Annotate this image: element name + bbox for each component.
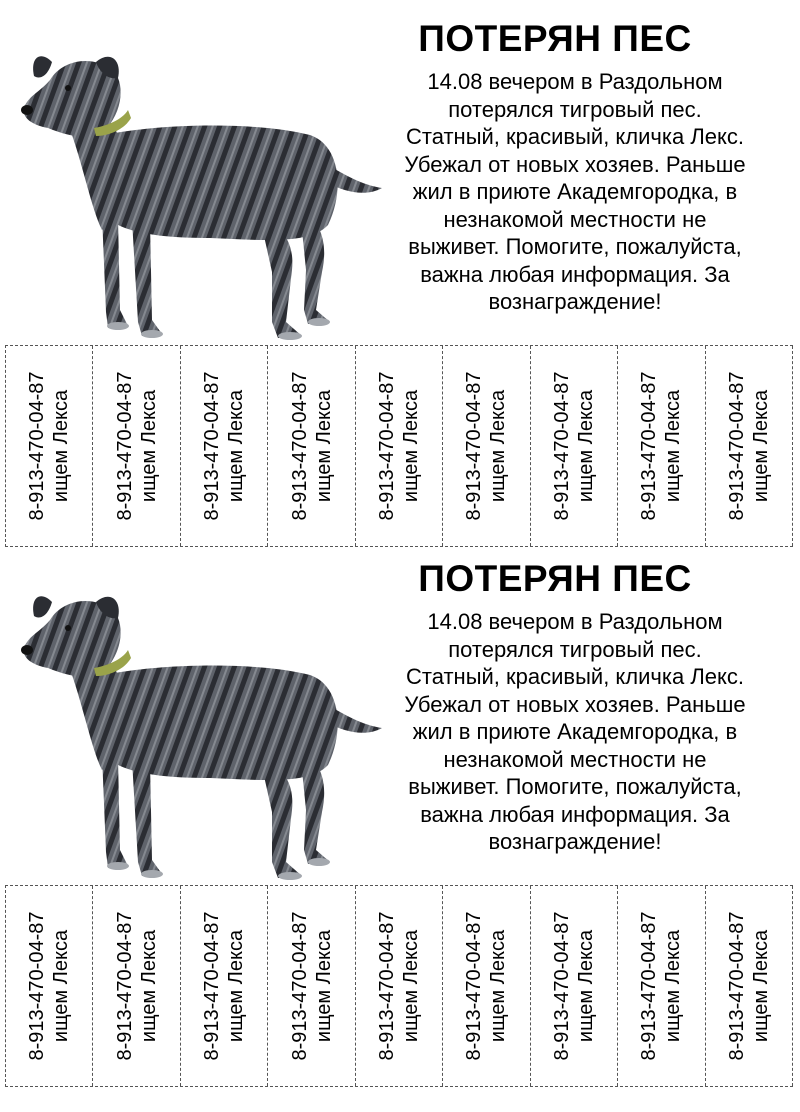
tear-off-strip[interactable] — [356, 886, 443, 1086]
strip-note: ищем Лекса — [662, 389, 685, 503]
description-line: 14.08 вечером в Раздольном — [427, 69, 723, 94]
strip-note: ищем Лекса — [399, 929, 422, 1043]
strip-phone: 8-913-470-04-87 — [463, 911, 486, 1061]
flyer-description — [390, 68, 760, 316]
strip-text — [462, 372, 510, 521]
tear-off-strips — [5, 345, 793, 547]
strip-phone: 8-913-470-04-87 — [375, 911, 398, 1061]
description-line: Убежал от новых хозяев. Раньше — [404, 151, 746, 177]
strip-phone: 8-913-470-04-87 — [288, 371, 311, 521]
strip-text — [375, 372, 423, 521]
strip-note: ищем Лекса — [50, 389, 73, 503]
strip-text — [25, 912, 73, 1061]
strip-note: ищем Лекса — [312, 389, 335, 503]
description-line: Статный, красивый, кличка Лекс. — [406, 664, 744, 689]
flyer — [0, 0, 800, 548]
description-line: важна любая информация. За — [420, 801, 730, 827]
strip-text — [375, 912, 423, 1061]
description-line: важна любая информация. За — [420, 261, 730, 287]
strip-text — [288, 912, 336, 1061]
tear-off-strip[interactable] — [356, 346, 443, 546]
strip-text — [113, 912, 161, 1061]
strip-note: ищем Лекса — [749, 929, 772, 1043]
description-line: жил в приюте Академгородка, в — [412, 179, 738, 204]
flyer-title: ПОТЕРЯН ПЕС — [418, 558, 692, 599]
tear-off-strip[interactable] — [443, 886, 530, 1086]
strip-note: ищем Лекса — [662, 929, 685, 1043]
strip-phone: 8-913-470-04-87 — [201, 371, 224, 521]
tear-off-strip[interactable] — [706, 886, 793, 1086]
strip-note: ищем Лекса — [137, 929, 160, 1043]
tear-off-strips — [5, 885, 793, 1087]
strip-text — [637, 912, 685, 1061]
flyer-title: ПОТЕРЯН ПЕС — [418, 18, 692, 59]
tear-off-strip[interactable] — [443, 346, 530, 546]
strip-text — [725, 912, 773, 1061]
description-line: незнакомой местности не — [443, 746, 707, 772]
strip-note: ищем Лекса — [399, 389, 422, 503]
description-line: вознаграждение! — [488, 289, 662, 314]
strip-text — [113, 372, 161, 521]
strip-phone: 8-913-470-04-87 — [550, 911, 573, 1061]
description-line: 14.08 вечером в Раздольном — [427, 609, 723, 634]
dog-photo — [10, 580, 390, 885]
strip-phone: 8-913-470-04-87 — [463, 371, 486, 521]
strip-note: ищем Лекса — [312, 929, 335, 1043]
tear-off-strip[interactable] — [618, 346, 705, 546]
tear-off-strip[interactable] — [181, 886, 268, 1086]
strip-note: ищем Лекса — [225, 929, 248, 1043]
description-line: Убежал от новых хозяев. Раньше — [404, 691, 746, 717]
tear-off-strip[interactable] — [93, 886, 180, 1086]
strip-text — [550, 372, 598, 521]
strip-note: ищем Лекса — [487, 929, 510, 1043]
tear-off-strip[interactable] — [6, 346, 93, 546]
strip-text — [550, 912, 598, 1061]
description-line: потерялся тигровый пес. — [448, 636, 702, 662]
flyer — [0, 540, 800, 1088]
strip-phone: 8-913-470-04-87 — [26, 371, 49, 521]
strip-phone: 8-913-470-04-87 — [725, 371, 748, 521]
strip-phone: 8-913-470-04-87 — [113, 371, 136, 521]
strip-note: ищем Лекса — [749, 389, 772, 503]
dog-photo — [10, 40, 390, 345]
tear-off-strip[interactable] — [618, 886, 705, 1086]
tear-off-strip[interactable] — [531, 346, 618, 546]
strip-phone: 8-913-470-04-87 — [375, 371, 398, 521]
strip-phone: 8-913-470-04-87 — [638, 911, 661, 1061]
strip-text — [637, 372, 685, 521]
strip-note: ищем Лекса — [225, 389, 248, 503]
description-line: потерялся тигровый пес. — [448, 96, 702, 122]
flyer-description — [390, 608, 760, 856]
strip-text — [462, 912, 510, 1061]
description-line: вознаграждение! — [488, 829, 662, 854]
strip-text — [288, 372, 336, 521]
strip-note: ищем Лекса — [574, 929, 597, 1043]
strip-text — [725, 372, 773, 521]
strip-phone: 8-913-470-04-87 — [288, 911, 311, 1061]
strip-phone: 8-913-470-04-87 — [26, 911, 49, 1061]
strip-note: ищем Лекса — [574, 389, 597, 503]
tear-off-strip[interactable] — [268, 346, 355, 546]
strip-phone: 8-913-470-04-87 — [638, 371, 661, 521]
description-line: Статный, красивый, кличка Лекс. — [406, 124, 744, 149]
tear-off-strip[interactable] — [6, 886, 93, 1086]
tear-off-strip[interactable] — [531, 886, 618, 1086]
strip-text — [200, 912, 248, 1061]
description-line: жил в приюте Академгородка, в — [412, 719, 738, 744]
strip-text — [200, 372, 248, 521]
tear-off-strip[interactable] — [181, 346, 268, 546]
description-line: выживет. Помогите, пожалуйста, — [408, 234, 742, 259]
tear-off-strip[interactable] — [93, 346, 180, 546]
strip-note: ищем Лекса — [487, 389, 510, 503]
strip-phone: 8-913-470-04-87 — [550, 371, 573, 521]
strip-text — [25, 372, 73, 521]
tear-off-strip[interactable] — [268, 886, 355, 1086]
strip-phone: 8-913-470-04-87 — [201, 911, 224, 1061]
strip-phone: 8-913-470-04-87 — [725, 911, 748, 1061]
strip-phone: 8-913-470-04-87 — [113, 911, 136, 1061]
strip-note: ищем Лекса — [50, 929, 73, 1043]
strip-note: ищем Лекса — [137, 389, 160, 503]
description-line: незнакомой местности не — [443, 206, 707, 232]
tear-off-strip[interactable] — [706, 346, 793, 546]
description-line: выживет. Помогите, пожалуйста, — [408, 774, 742, 799]
